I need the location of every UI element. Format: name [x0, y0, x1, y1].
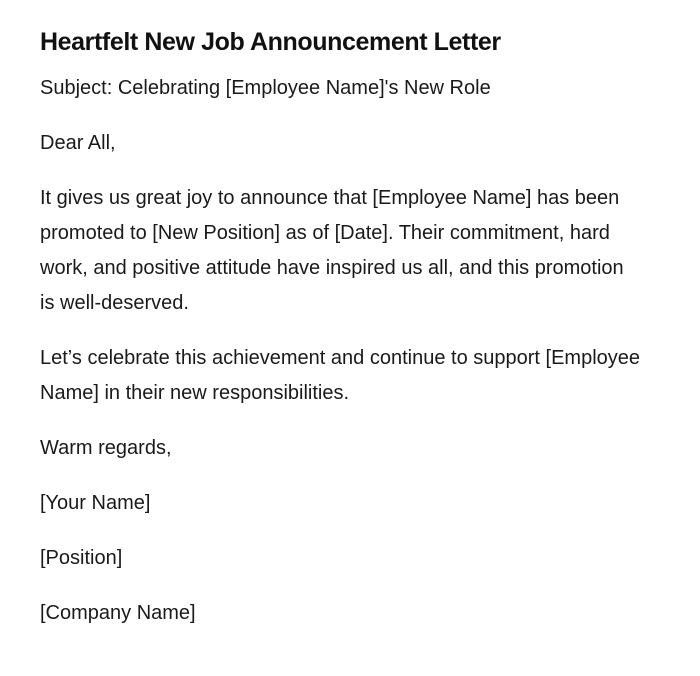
signature-name: [Your Name] — [40, 492, 151, 514]
letter-closing: Warm regards, — [40, 437, 172, 459]
signature-company: [Company Name] — [40, 602, 196, 624]
letter-greeting: Dear All, — [40, 132, 116, 154]
letter-subject: Subject: Celebrating [Employee Name]'s New Role — [40, 77, 491, 99]
signature-position: [Position] — [40, 547, 123, 569]
letter-body-paragraph-1: It gives us great joy to announce that [Employee Name] has been promoted to [New Position] as of [Date]. Their commitment, hard work, and positive attitude have inspired us all, and this promotion is well-deserved. — [40, 187, 624, 314]
letter-title: Heartfelt New Job Announcement Letter — [40, 28, 501, 56]
letter-body-paragraph-2: Let’s celebrate this achievement and continue to support [Employee Name] in their new responsibilities. — [40, 347, 640, 404]
